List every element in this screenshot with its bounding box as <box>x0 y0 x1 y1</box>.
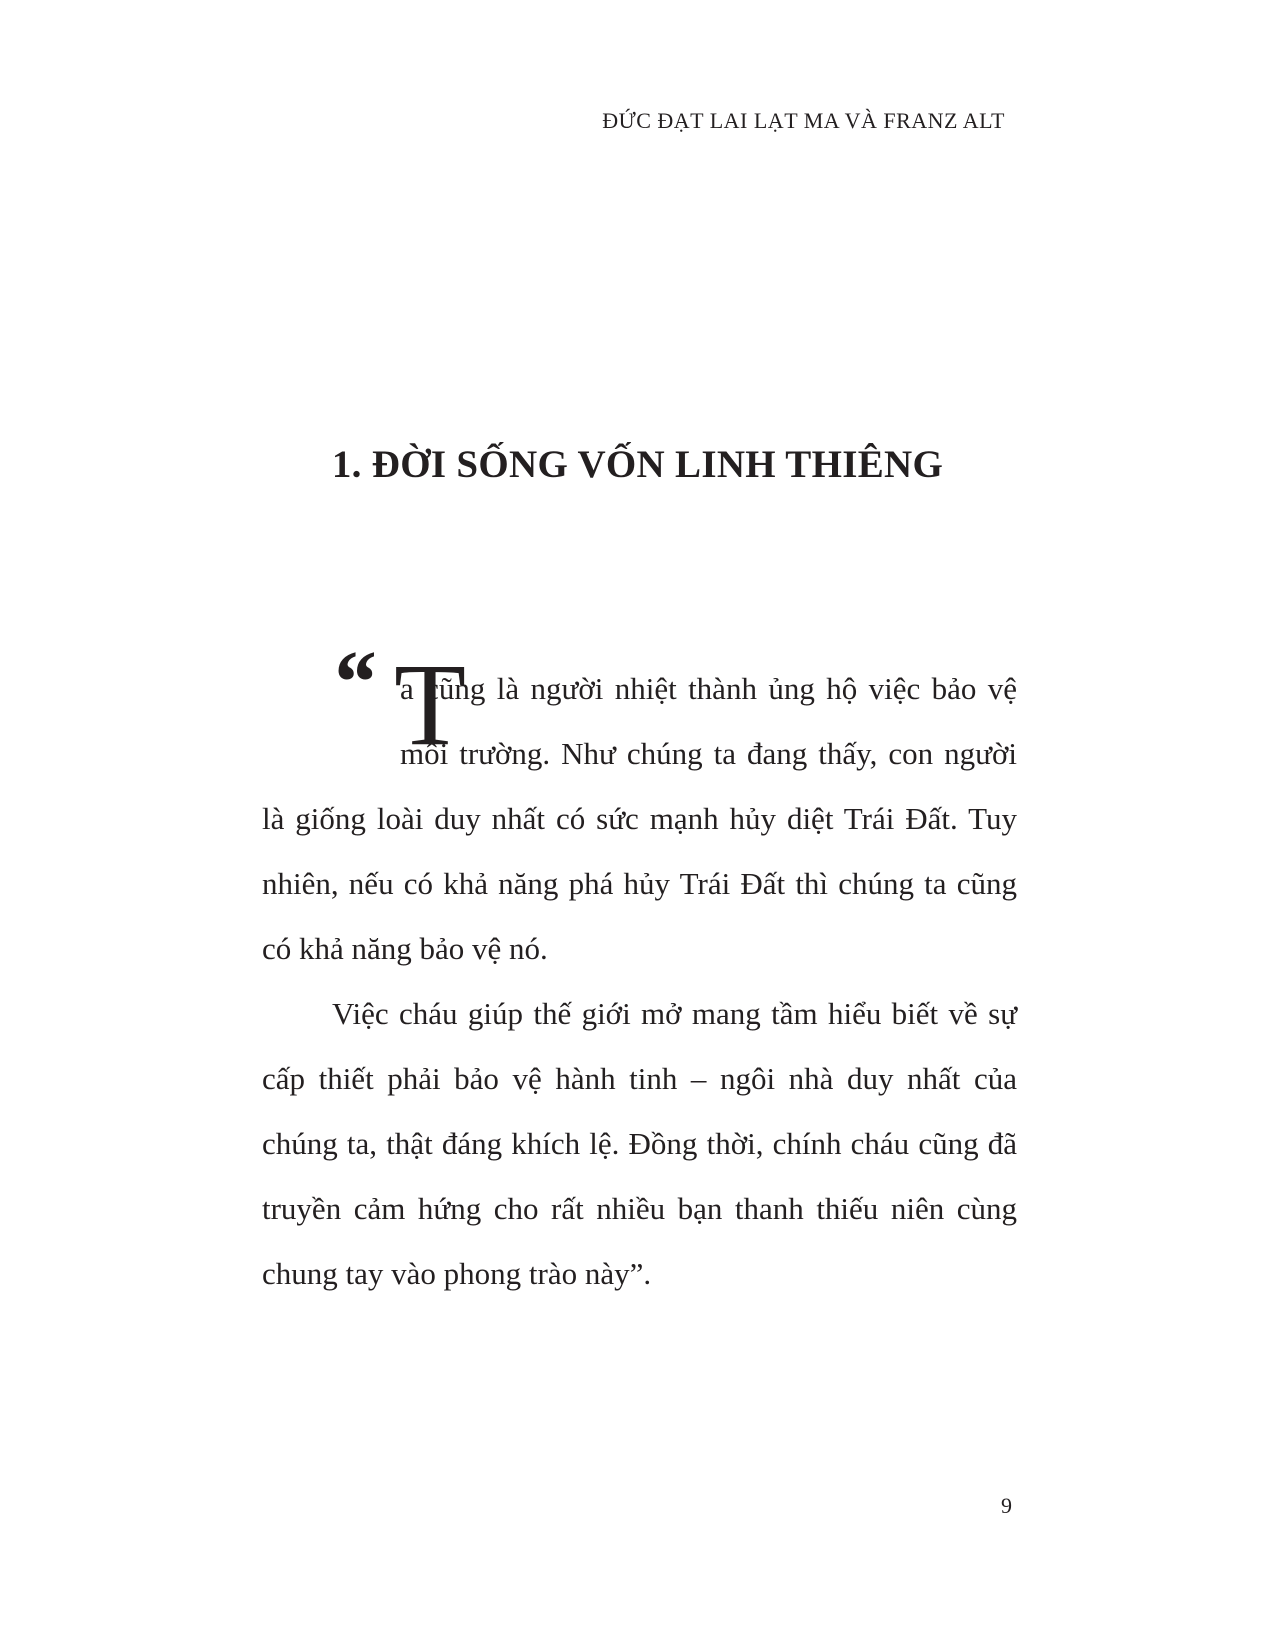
paragraph-1 <box>262 633 1017 981</box>
opening-quote-mark: “ <box>330 633 375 732</box>
drop-cap-letter: T <box>394 639 467 770</box>
running-header: ĐỨC ĐẠT LAI LẠT MA VÀ FRANZ ALT <box>602 108 1005 133</box>
page-number: 9 <box>1001 1493 1012 1518</box>
paragraph-2: Việc cháu giúp thế giới mở mang tầm hiểu biết về sự cấp thiết phải bảo vệ hành tinh – ngôi nhà duy nhất của chúng ta, thật đáng khích lệ. Đồng thời, chính cháu cũng đã truyền cảm hứng cho rất nhiều bạn thanh thiếu niên cùng chung tay vào phong trào này”. <box>262 996 1017 1291</box>
body-text <box>262 633 1017 1306</box>
drop-cap-block <box>262 633 467 786</box>
paragraph-1-text: a cũng là người nhiệt thành ủng hộ việc bảo vệ môi trường. Như chúng ta đang thấy, con người là giống loài duy nhất có sức mạnh hủy diệt Trái Đất. Tuy nhiên, nếu có khả năng phá hủy Trái Đất thì chúng ta cũng có khả năng bảo vệ nó. <box>262 671 1017 966</box>
chapter-title: 1. ĐỜI SỐNG VỐN LINH THIÊNG <box>331 443 944 486</box>
